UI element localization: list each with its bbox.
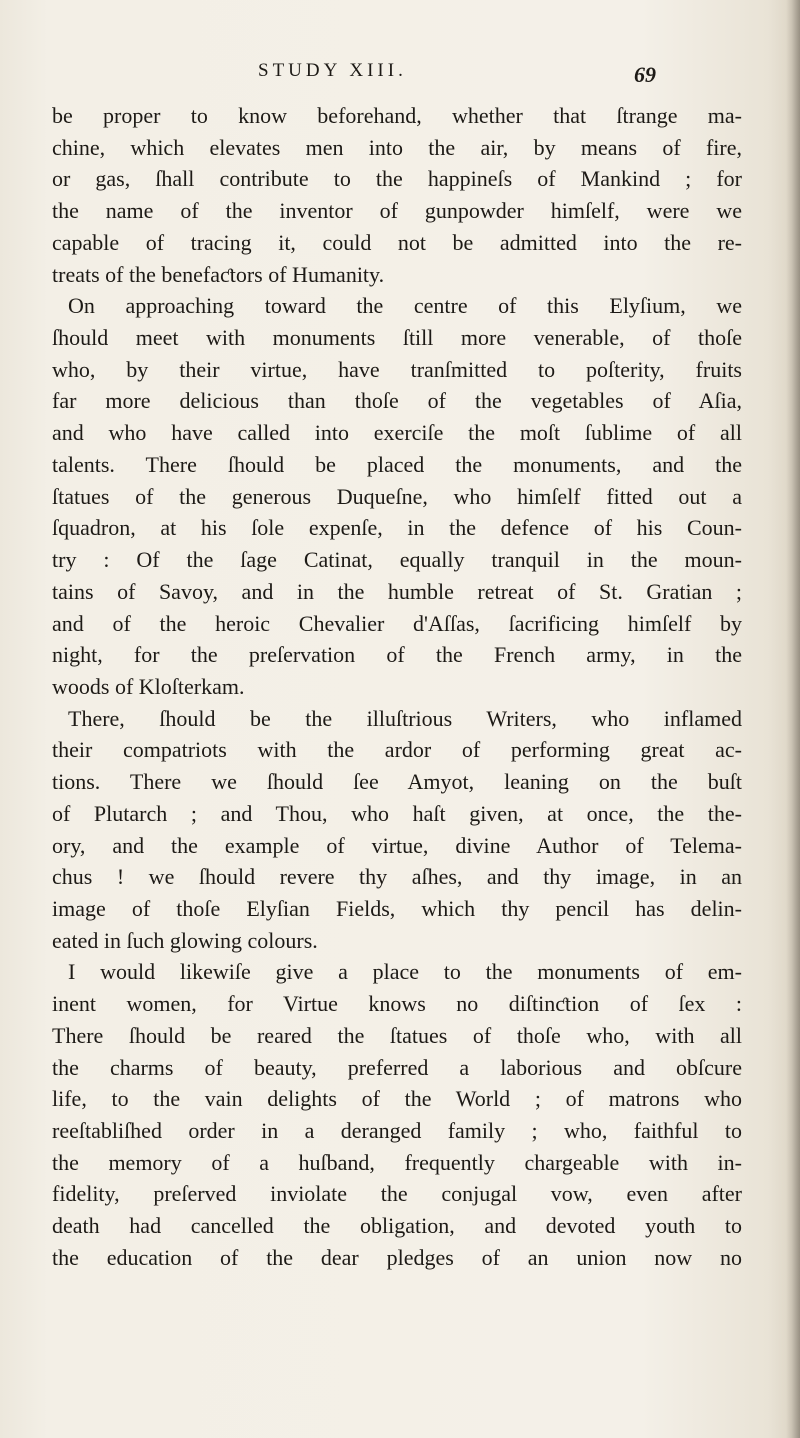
text-line: of Plutarch ; and Thou, who haſt given, at once, the the- xyxy=(52,800,742,826)
text-line: night, for the preſervation of the French army, in the xyxy=(52,642,742,668)
text-line: fidelity, preſerved inviolate the conjugal vow, even after xyxy=(52,1181,742,1207)
text-line: woods of Kloſterkam. xyxy=(52,673,245,699)
text-line: ſhould meet with monuments ſtill more venerable, of thoſe xyxy=(52,325,742,351)
text-line: There ſhould be reared the ſtatues of thoſe who, with all xyxy=(52,1022,742,1048)
text-line: eated in ſuch glowing colours. xyxy=(52,927,318,953)
text-line: who, by their virtue, have tranſmitted to poſterity, fruits xyxy=(52,356,742,382)
text-line: chine, which elevates men into the air, by means of fire, xyxy=(52,134,742,160)
text-line: try : Of the ſage Catinat, equally tranquil in the moun- xyxy=(52,547,742,573)
text-line: death had cancelled the obligation, and devoted youth to xyxy=(52,1213,742,1239)
text-line: ſquadron, at his ſole expenſe, in the defence of his Coun- xyxy=(52,515,742,541)
text-line: image of thoſe Elyſian Fields, which thy pencil has delin- xyxy=(52,895,742,921)
text-line: capable of tracing it, could not be admitted into the re- xyxy=(52,229,742,255)
text-line: reeſtabliſhed order in a deranged family ; who, faithful to xyxy=(52,1118,742,1143)
page-edge-shadow xyxy=(786,0,800,1438)
text-line: life, to the vain delights of the World ; of matrons who xyxy=(52,1086,742,1112)
text-line: I would likewiſe give a place to the monuments of em- xyxy=(68,959,742,985)
text-line: the charms of beauty, preferred a laborious and obſcure xyxy=(52,1054,742,1080)
page-header xyxy=(0,60,800,92)
body-text xyxy=(52,100,742,1274)
text-line: or gas, ſhall contribute to the happineſs of Mankind ; for xyxy=(52,166,742,192)
text-line: On approaching toward the centre of this Elyſium, we xyxy=(68,293,742,319)
running-head: STUDY XIII. xyxy=(258,60,407,81)
text-line: tains of Savoy, and in the humble retreat of St. Gratian ; xyxy=(52,578,742,604)
text-line: far more delicious than thoſe of the vegetables of Aſia, xyxy=(52,388,742,414)
text-line: talents. There ſhould be placed the monuments, and the xyxy=(52,451,742,477)
text-line: the memory of a huſband, frequently chargeable with in- xyxy=(52,1149,742,1175)
text-line: be proper to know beforehand, whether that ſtrange ma- xyxy=(52,103,742,128)
text-line: and of the heroic Chevalier d'Aſſas, ſacrificing himſelf by xyxy=(52,610,742,636)
text-line: chus ! we ſhould revere thy aſhes, and thy image, in an xyxy=(52,864,742,890)
text-line: ory, and the example of virtue, divine Author of Telema- xyxy=(52,832,742,858)
text-line: tions. There we ſhould ſee Amyot, leaning on the buſt xyxy=(52,769,742,795)
text-line: treats of the benefaƈtors of Humanity. xyxy=(52,261,385,287)
text-line: and who have called into exerciſe the moſt ſublime of all xyxy=(52,420,742,446)
text-line: the education of the dear pledges of an union now no xyxy=(52,1244,742,1270)
text-line: ſtatues of the generous Duqueſne, who himſelf fitted out a xyxy=(52,483,742,509)
page-number: 69 xyxy=(634,62,656,87)
text-line: their compatriots with the ardor of performing great ac- xyxy=(52,737,742,763)
text-line: inent women, for Virtue knows no diſtinƈtion of ſex : xyxy=(52,991,742,1017)
text-line: the name of the inventor of gunpowder himſelf, were we xyxy=(52,198,742,224)
text-line: There, ſhould be the illuſtrious Writers, who inflamed xyxy=(68,705,742,731)
